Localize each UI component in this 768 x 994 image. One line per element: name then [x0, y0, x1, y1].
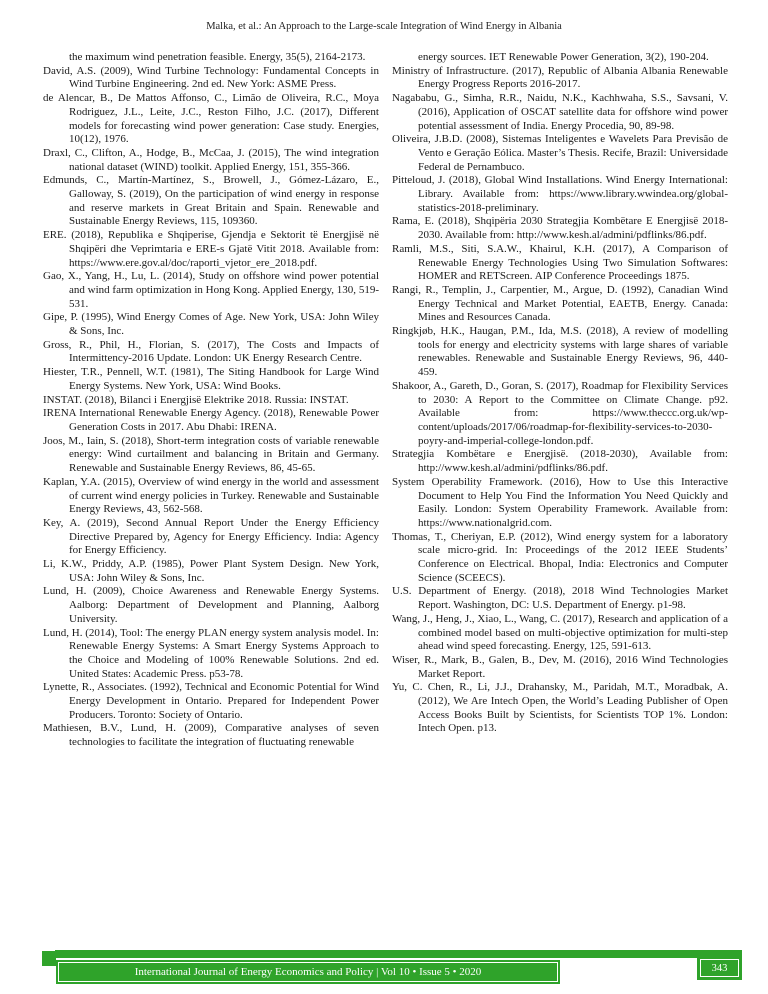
reference-entry: Ramli, M.S., Siti, S.A.W., Khairul, K.H. (2017), A Comparison of Renewable Energy Technologies Using Two Simulation Softwares: HOMER and RETScreen. AIP Conference Proceedings 1875. — [392, 242, 728, 283]
footer-accent-square — [42, 951, 56, 966]
reference-entry: Nagababu, G., Simha, R.R., Naidu, N.K., Kachhwaha, S.S., Savsani, V. (2016), Application of OSCAT satellite data for offshore wind power potential assessment of India. Energy Procedia, 90, 89-98. — [392, 92, 728, 132]
footer-journal-bar — [56, 960, 560, 984]
reference-entry: energy sources. IET Renewable Power Generation, 3(2), 190-204. — [418, 51, 709, 63]
reference-entry: Key, A. (2019), Second Annual Report Under the Energy Efficiency Directive Prepared by, Agency for Energy Efficiency. India: Agency for Energy Efficiency. — [43, 516, 379, 557]
reference-entry: ERE. (2018), Republika e Shqiperise, Gjendja e Sektorit të Energjisë në Shqipëri dhe Veprimtaria e ERE-s Gjatë Vitit 2018. Available from: https://www.ere.gov.al/doc/raporti_vjetor_ere_2018.pdf. — [43, 229, 379, 269]
reference-entry: David, A.S. (2009), Wind Turbine Technology: Fundamental Concepts in Wind Turbine Engineering. 2nd ed. New York: ASME Press. — [43, 64, 379, 91]
references-right-column — [392, 51, 728, 750]
reference-entry: INSTAT. (2018), Bilanci i Energjisë Elektrike 2018. Russia: INSTAT. — [43, 393, 349, 406]
reference-entry: Lynette, R., Associates. (1992), Technical and Economic Potential for Wind Energy Development in Ontario. Prepared for Independent Power Producers. Toronto: Society of Ontario. — [43, 681, 379, 721]
reference-entry: Gipe, P. (1995), Wind Energy Comes of Age. New York, USA: John Wiley & Sons, Inc. — [43, 311, 379, 338]
reference-entry: IRENA International Renewable Energy Agency. (2018), Renewable Power Generation Costs in 2017. Abu Dhabi: IRENA. — [43, 407, 379, 433]
reference-entry: Oliveira, J.B.D. (2008), Sistemas Inteligentes e Wavelets Para Previsão de Vento e Geração Eólica. Master’s Thesis. Recife, Brazil: Universidade Federal de Pernambuco. — [392, 133, 728, 173]
footer-page-badge — [697, 956, 742, 980]
reference-entry: de Alencar, B., De Mattos Affonso, C., Limão de Oliveira, R.C., Moya Rodriguez, J.L., Leite, J.C., Reston Filho, J.C. (2017), Different models for forecasting wind power generation: Case study. Energies, 10(12), 1976. — [43, 92, 379, 146]
reference-entry: Edmunds, C., Martín-Martínez, S., Browell, J., Gómez-Lázaro, E., Galloway, S. (2019), On the participation of wind energy in response and reserve markets in Great Britain and Spain. Renewable and Sustainable Energy Reviews, 115, 109360. — [43, 174, 379, 228]
reference-entry: Strategjia Kombëtare e Energjisë. (2018-2030), Available from: http://www.kesh.al/admini/pdflinks/86.pdf. — [392, 448, 728, 475]
reference-entry: Rangi, R., Templin, J., Carpentier, M., Argue, D. (1992), Canadian Wind Energy Technical and Market Potential, EAETB, Energy. Canada: Mines and Resources Canada. — [392, 283, 728, 324]
reference-entry: Yu, C. Chen, R., Li, J.J., Drahansky, M., Paridah, M.T., Moradbak, A. (2012), We Are Intech Open, the World’s Leading Publisher of Open Access Books Built by Scientists, for Scientists TOP 1%. London: Intech Open. p13. — [392, 681, 728, 735]
reference-entry: Rama, E. (2018), Shqipëria 2030 Strategjia Kombëtare E Energjisë 2018-2030. Available from: http://www.kesh.al/admini/pdflinks/86.pdf. — [392, 215, 728, 242]
reference-entry: Kaplan, Y.A. (2015), Overview of wind energy in the world and assessment of current wind energy policies in Turkey. Renewable and Sustainable Energy Reviews, 43, 562-568. — [43, 475, 379, 516]
references-section — [43, 51, 728, 750]
reference-entry: Lund, H. (2014), Tool: The energy PLAN energy system analysis model. In: Renewable Energy Systems: A Smart Energy Systems Approach to the Choice and Modeling of 100% Renewable Solutions. 2nd ed. United States: Academic Press. p53-78. — [43, 626, 379, 680]
page-number: 343 — [700, 959, 739, 977]
footer-accent-strip — [55, 950, 742, 958]
reference-entry: Gross, R., Phil, H., Florian, S. (2017), The Costs and Impacts of Intermittency-2016 Update. London: UK Energy Research Centre. — [43, 338, 379, 365]
reference-entry: Wang, J., Heng, J., Xiao, L., Wang, C. (2017), Research and application of a combined model based on multi-objective optimization for multi-step ahead wind speed forecasting. Energy, 125, 591-613. — [392, 612, 728, 653]
reference-entry: Ringkjøb, H.K., Haugan, P.M., Ida, M.S. (2018), A review of modelling tools for energy and electricity systems with large shares of variable renewables. Renewable and Sustainable Energy Reviews, 96, 440-459. — [392, 325, 728, 379]
reference-entry: Gao, X., Yang, H., Lu, L. (2014), Study on offshore wind power potential and wind farm optimization in Hong Kong. Applied Energy, 130, 519-531. — [43, 270, 379, 310]
reference-entry: Draxl, C., Clifton, A., Hodge, B., McCaa, J. (2015), The wind integration national dataset (WIND) toolkit. Applied Energy, 151, 355-366. — [43, 146, 379, 173]
references-left-column — [43, 51, 379, 750]
reference-entry: U.S. Department of Energy. (2018), 2018 Wind Technologies Market Report. Washington, DC: U.S. Department of Energy. p1-98. — [392, 585, 728, 612]
reference-entry: Lund, H. (2009), Choice Awareness and Renewable Energy Systems. Aalborg: Department of Development and Planning, Aalborg University. — [43, 585, 379, 625]
reference-entry: Shakoor, A., Gareth, D., Goran, S. (2017), Roadmap for Flexibility Services to 2030: A Report to the Committee on Climate Change. p92. Available from: https://www.theccc.org.uk/wp-content/uploads/2017/06/roadmap-for-flexibility-services-to-2030-poyry-and-imperial-college-london.pdf. — [392, 379, 728, 447]
reference-entry: Thomas, T., Cheriyan, E.P. (2012), Wind energy system for a laboratory scale micro-grid. In: Proceedings of the 2012 IEEE Students’ Conference on Electrical. Bhopal, India: Electronics and Computer Science (SCEECS). — [392, 530, 728, 584]
reference-entry: Pitteloud, J. (2018), Global Wind Installations. Wind Energy International: Library. Available from: https://www.library.wwindea.org/global-statistics-2018-preliminary. — [392, 174, 728, 214]
running-title: Malka, et al.: An Approach to the Large-scale Integration of Wind Energy in Albania — [206, 21, 562, 32]
reference-entry: Wiser, R., Mark, B., Galen, B., Dev, M. (2016), 2016 Wind Technologies Market Report. — [392, 653, 728, 680]
reference-entry: System Operability Framework. (2016), How to Use this Interactive Document to Help You Find the Information You Need Quickly and Easily. London: System Operability Framework. Available from: https://www.nationalgrid.com. — [392, 475, 728, 529]
reference-entry: Joos, M., Iain, S. (2018), Short-term integration costs of variable renewable energy: Wind curtailment and balancing in Britain and Germany. Renewable and Sustainable Energy Reviews, 86, 45-65. — [43, 434, 379, 475]
reference-entry: Ministry of Infrastructure. (2017), Republic of Albania Albania Renewable Energy Progress Reports 2016-2017. — [392, 64, 728, 91]
reference-entry: Li, K.W., Priddy, A.P. (1985), Power Plant System Design. New York, USA: John Wiley & Sons, Inc. — [43, 558, 379, 584]
reference-entry: Mathiesen, B.V., Lund, H. (2009), Comparative analyses of seven technologies to facilitate the integration of fluctuating renewable — [43, 722, 379, 749]
reference-entry: Hiester, T.R., Pennell, W.T. (1981), The Siting Handbook for Large Wind Energy Systems. New York, USA: Wind Books. — [43, 366, 379, 392]
reference-entry: the maximum wind penetration feasible. Energy, 35(5), 2164-2173. — [69, 51, 366, 63]
footer-journal-text: International Journal of Energy Economics and Policy | Vol 10 • Issue 5 • 2020 — [58, 962, 558, 982]
